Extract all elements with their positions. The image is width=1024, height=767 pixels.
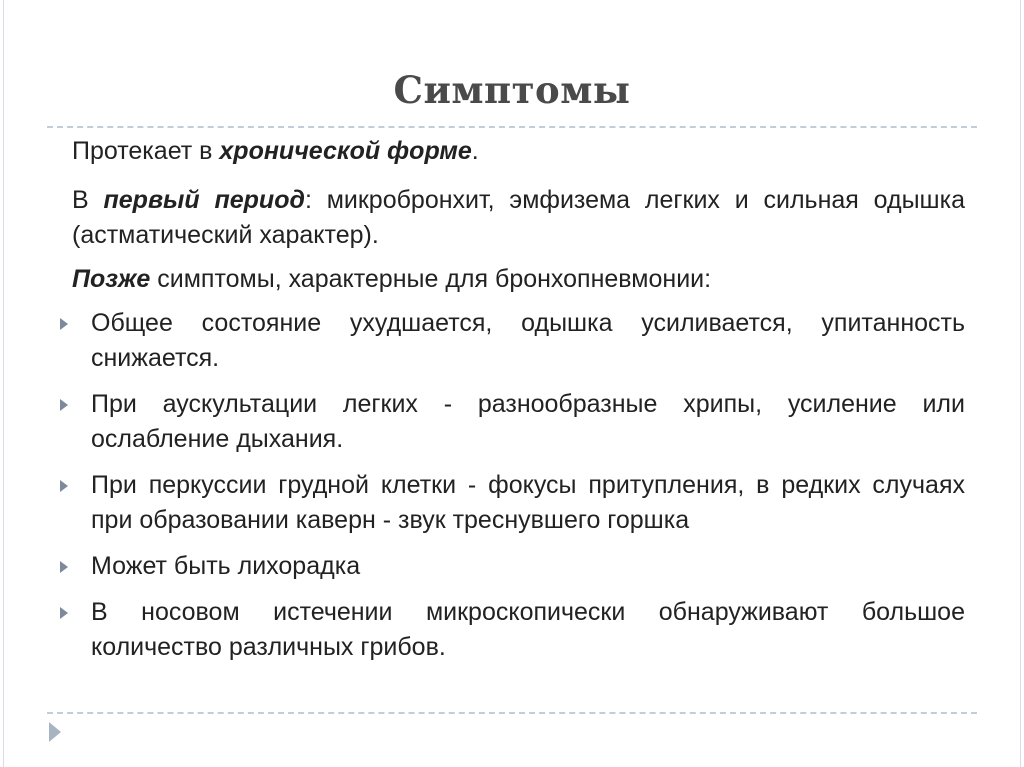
- corner-triangle-icon: [49, 722, 61, 742]
- slide-body: [72, 134, 965, 676]
- triangle-right-icon: [60, 318, 68, 330]
- footer-divider: [47, 712, 977, 714]
- list-item: [72, 595, 965, 665]
- list-item-text: При перкуссии грудной клетки - фокусы притупления, в редких случаях при образовании каверн - звук треснувшего горшка: [91, 471, 965, 534]
- intro-paragraph-2: [72, 183, 965, 253]
- title-divider: [47, 126, 977, 128]
- intro-2-text-a: В: [72, 186, 104, 214]
- intro-paragraph-3: [72, 262, 965, 297]
- slide-left-edge: [3, 0, 4, 767]
- list-item-text: В носовом истечении микроскопически обнаруживают большое количество различных грибов.: [91, 598, 965, 661]
- intro-1-text-b: .: [471, 137, 479, 165]
- intro-3-emphasis: Позже: [72, 265, 151, 293]
- slide-title: Симптомы: [393, 68, 631, 112]
- triangle-right-icon: [60, 399, 68, 411]
- intro-paragraph-1: [72, 134, 965, 169]
- slide-right-edge: [1020, 0, 1021, 767]
- list-item-text: Общее состояние ухудшается, одышка усиливается, упитанность снижается.: [91, 309, 965, 372]
- list-item-text: При аускультации легких - разнообразные хрипы, усиление или ослабление дыхания.: [91, 390, 965, 453]
- intro-1-emphasis: хронической форме: [219, 137, 472, 165]
- intro-2-emphasis: первый период: [103, 186, 305, 214]
- list-item: [72, 387, 965, 457]
- list-item: [72, 549, 965, 584]
- intro-1-text-a: Протекает в: [72, 137, 220, 165]
- list-item: [72, 306, 965, 376]
- triangle-right-icon: [60, 607, 68, 619]
- symptom-list: [72, 306, 965, 665]
- list-item: [72, 468, 965, 538]
- intro-3-text: симптомы, характерные для бронхопневмонии:: [150, 265, 712, 293]
- intro-2-text-b: : микробронхит, эмфизема легких и сильная одышка (астматический характер).: [72, 186, 966, 249]
- triangle-right-icon: [60, 480, 68, 492]
- list-item-text: Может быть лихорадка: [91, 552, 361, 580]
- triangle-right-icon: [60, 561, 68, 573]
